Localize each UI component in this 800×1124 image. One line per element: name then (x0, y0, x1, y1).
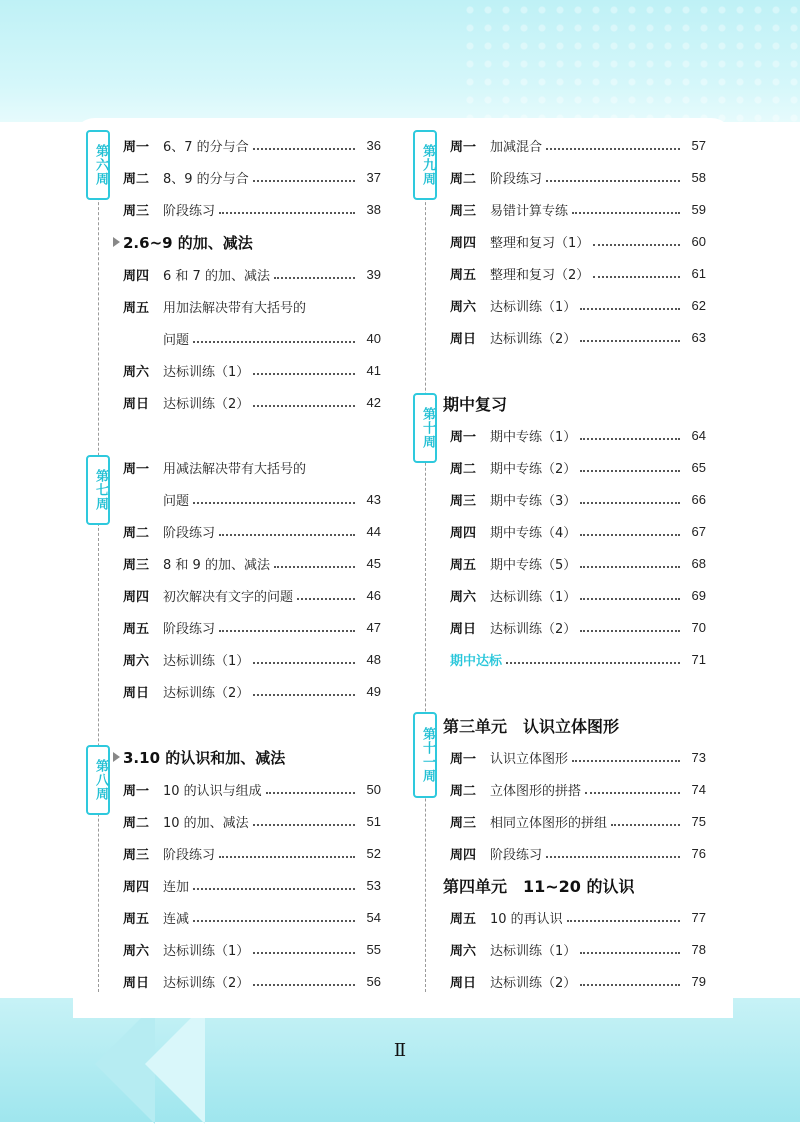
toc-entry[interactable]: 周三 相同立体图形的拼组 75 (450, 813, 706, 831)
toc-entry[interactable]: 周四 6 和 7 的加、减法 39 (123, 266, 381, 284)
toc-entry[interactable]: 周日 达标训练（2） 70 (450, 619, 706, 637)
section-heading: 第三单元 认识立体图形 (443, 716, 620, 736)
toc-entry[interactable]: 周三 易错计算专练 59 (450, 201, 706, 219)
toc-entry[interactable]: 周一 用减法解决带有大括号的 (123, 461, 307, 477)
week-badge: 第七周 (86, 455, 110, 525)
toc-entry[interactable]: 周二 期中专练（2） 65 (450, 459, 706, 477)
toc-entry[interactable]: 周三 阶段练习 52 (123, 845, 381, 863)
toc-entry[interactable]: 周二 阶段练习 58 (450, 169, 706, 187)
toc-entry[interactable]: 周四 整理和复习（1） 60 (450, 233, 706, 251)
chevron-decoration-light (145, 1004, 205, 1124)
toc-entry[interactable]: 周六 达标训练（1） 41 (123, 362, 381, 380)
toc-entry[interactable]: 周五 整理和复习（2） 61 (450, 265, 706, 283)
toc-entry[interactable]: 周五 连减 54 (123, 909, 381, 927)
toc-entry[interactable]: 周一 加减混合 57 (450, 137, 706, 155)
toc-entry[interactable]: 周四 阶段练习 76 (450, 845, 706, 863)
toc-entry[interactable]: 周二 立体图形的拼搭 74 (450, 781, 706, 799)
top-decoration (460, 0, 800, 122)
toc-entry[interactable]: 周日 达标训练（2） 79 (450, 973, 706, 991)
section-heading: 期中复习 (443, 394, 508, 414)
toc-entry[interactable]: 周二 8、9 的分与合 37 (123, 169, 381, 187)
toc-entry[interactable]: 周一 6、7 的分与合 36 (123, 137, 381, 155)
toc-entry[interactable]: 周四 期中专练（4） 67 (450, 523, 706, 541)
toc-entry[interactable]: 周五 期中专练（5） 68 (450, 555, 706, 573)
toc-entry[interactable]: 周日 达标训练（2） 56 (123, 973, 381, 991)
toc-entry[interactable]: 周日 达标训练（2） 49 (123, 683, 381, 701)
triangle-icon (113, 752, 120, 762)
toc-entry[interactable]: 周五 10 的再认识 77 (450, 909, 706, 927)
toc-entry[interactable]: 周日 达标训练（2） 42 (123, 394, 381, 412)
toc-entry[interactable]: 周四 连加 53 (123, 877, 381, 895)
toc-entry[interactable]: 周日 达标训练（2） 63 (450, 329, 706, 347)
toc-entry[interactable]: 周三 8 和 9 的加、减法 45 (123, 555, 381, 573)
toc-entry[interactable]: 周一 认识立体图形 73 (450, 749, 706, 767)
toc-entry[interactable]: 周六 达标训练（1） 69 (450, 587, 706, 605)
right-divider-line (425, 132, 426, 992)
toc-entry-highlight[interactable]: 期中达标 71 (450, 651, 706, 669)
week-badge: 第十周 (413, 393, 437, 463)
toc-entry[interactable]: 周一 期中专练（1） 64 (450, 427, 706, 445)
toc-entry[interactable]: 周六 达标训练（1） 48 (123, 651, 381, 669)
toc-entry[interactable]: 周六 达标训练（1） 78 (450, 941, 706, 959)
toc-entry-continued[interactable]: 问题 40 (163, 330, 381, 348)
toc-entry[interactable]: 周六 达标训练（1） 55 (123, 941, 381, 959)
toc-entry[interactable]: 周五 阶段练习 47 (123, 619, 381, 637)
section-heading: 2.6~9 的加、减法 (113, 231, 253, 253)
week-badge: 第六周 (86, 130, 110, 200)
toc-entry[interactable]: 周二 10 的加、减法 51 (123, 813, 381, 831)
week-badge: 第十一周 (413, 712, 437, 798)
toc-entry[interactable]: 周五 用加法解决带有大括号的 (123, 300, 307, 316)
page-number: Ⅱ (393, 1040, 407, 1061)
toc-entry[interactable]: 周二 阶段练习 44 (123, 523, 381, 541)
week-badge: 第九周 (413, 130, 437, 200)
toc-entry-continued[interactable]: 问题 43 (163, 491, 381, 509)
toc-entry[interactable]: 周三 阶段练习 38 (123, 201, 381, 219)
section-heading: 3.10 的认识和加、减法 (113, 746, 285, 768)
toc-entry[interactable]: 周四 初次解决有文字的问题 46 (123, 587, 381, 605)
week-badge: 第八周 (86, 745, 110, 815)
toc-entry[interactable]: 周一 10 的认识与组成 50 (123, 781, 381, 799)
toc-entry[interactable]: 周六 达标训练（1） 62 (450, 297, 706, 315)
left-divider-line (98, 132, 99, 992)
triangle-icon (113, 237, 120, 247)
section-heading: 第四单元 11~20 的认识 (443, 876, 635, 896)
toc-entry[interactable]: 周三 期中专练（3） 66 (450, 491, 706, 509)
